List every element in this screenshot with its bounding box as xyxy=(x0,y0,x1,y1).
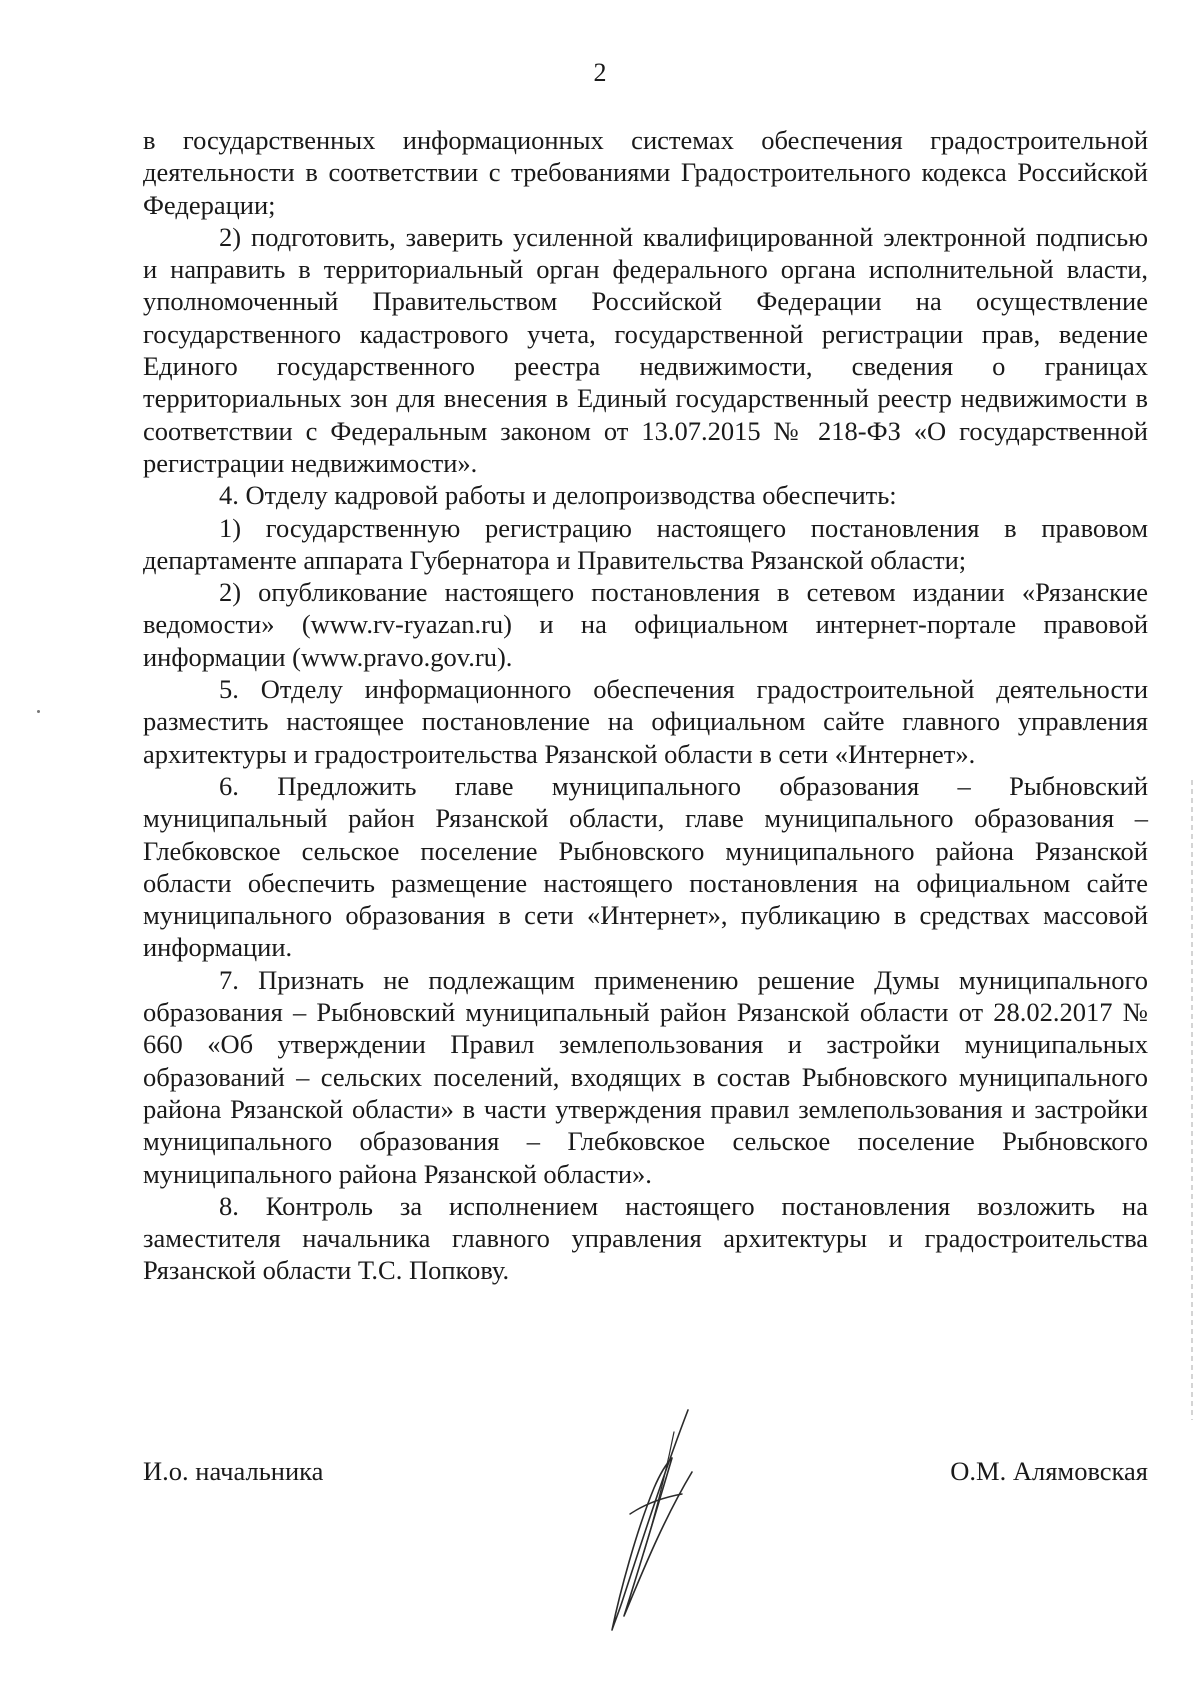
paragraph-item-3-2: 2) подготовить, заверить усиленной квалифицированной электронной подписью и направить в территориальный орган федерального органа исполнительной власти, уполномоченный Правительством Российской Федерации на осуществление государственного кадастрового учета, государственной регистрации прав, ведение Единого государственного реестра недвижимости, сведения о границах территориальных зон для внесения в Единый государственный реестр недвижимости в соответствии с Федеральным законом от 13.07.2015 № 218-ФЗ «О государственной регистрации недвижимости». xyxy=(143,221,1148,478)
paragraph-item-6: 6. Предложить главе муниципального образования – Рыбновский муниципальный район Рязанской области, главе муниципального образования – Глебковское сельское поселение Рыбновского муниципального района Рязанской области обеспечить размещение настоящего постановления на официальном сайте муниципального образования в сети «Интернет», публикацию в средствах массовой информации. xyxy=(143,770,1148,963)
page-number: 2 xyxy=(593,58,607,87)
paragraph-item-4-1: 1) государственную регистрацию настоящего постановления в правовом департаменте аппарата Губернатора и Правительства Рязанской области; xyxy=(143,512,1148,575)
scan-edge-mark xyxy=(1191,780,1193,1420)
signature-block xyxy=(143,1430,1148,1690)
scan-speck xyxy=(37,710,40,713)
paragraph-item-4-2: 2) опубликование настоящего постановления в сетевом издании «Рязанские ведомости» (www.rv-ryazan.ru) и на официальном интернет-портале правовой информации (www.pravo.gov.ru). xyxy=(143,577,1148,672)
paragraph-item-8: 8. Контроль за исполнением настоящего постановления возложить на заместителя начальника главного управления архитектуры и градостроительства Рязанской области Т.С. Попкову. xyxy=(143,1190,1148,1286)
handwritten-signature xyxy=(570,1402,720,1642)
document-body xyxy=(143,124,1148,1287)
paragraph-item-7: 7. Признать не подлежащим применению решение Думы муниципального образования – Рыбновский муниципальный район Рязанской области от 28.02.2017 № 660 «Об утверждении Правил землепользования и застройки муниципальных образований – сельских поселений, входящих в состав Рыбновского муниципального района Рязанской области» в части утверждения правил землепользования и застройки муниципального образования – Глебковское сельское поселение Рыбновского муниципального района Рязанской области». xyxy=(143,964,1148,1189)
signatory-title: И.о. начальника xyxy=(143,1456,324,1486)
signatory-name: О.М. Алямовская xyxy=(950,1456,1148,1486)
paragraph-item-5: 5. Отделу информационного обеспечения градостроительной деятельности разместить настоящее постановление на официальном сайте главного управления архитектуры и градостроительства Рязанской области в сети «Интернет». xyxy=(143,674,1148,769)
paragraph-item-4: 4. Отделу кадровой работы и делопроизводства обеспечить: xyxy=(219,480,897,511)
paragraph-continuation: в государственных информационных системах обеспечения градостроительной деятельности в соответствии с требованиями Градостроительного кодекса Российской Федерации; xyxy=(143,125,1148,220)
